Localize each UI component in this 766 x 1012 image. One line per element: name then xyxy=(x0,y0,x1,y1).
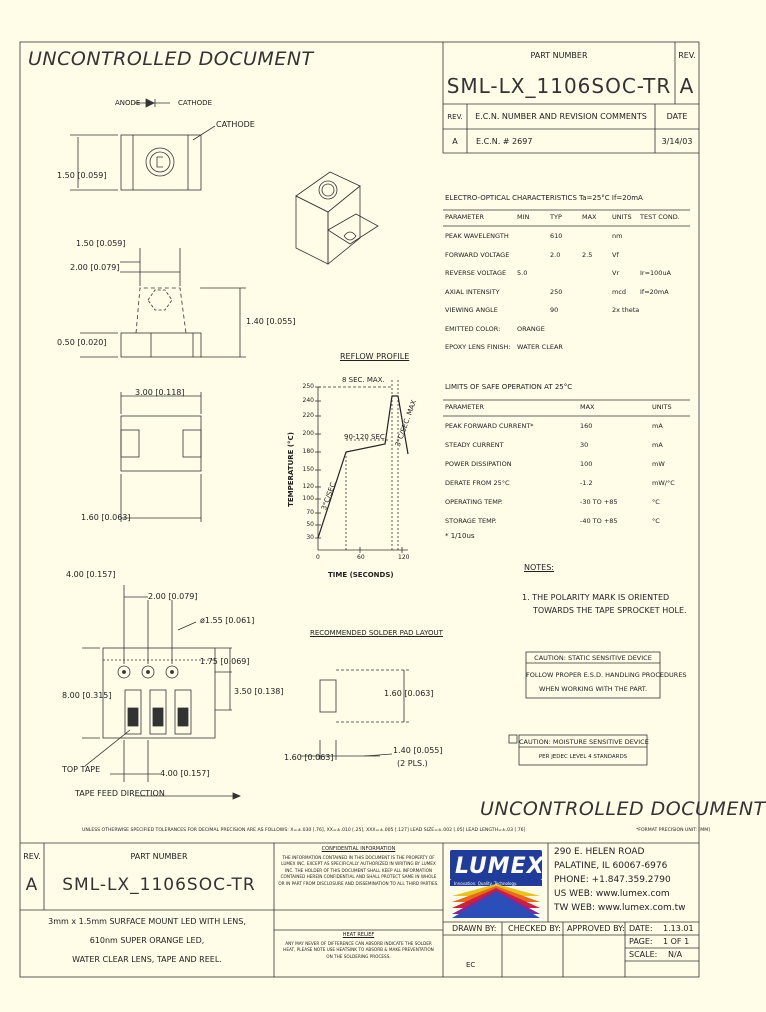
eo-cell: 5.0 xyxy=(517,269,528,277)
dim-3-50: 3.50 [0.138] xyxy=(234,687,284,696)
reflow-ytick: 120 xyxy=(302,483,314,490)
limits-cell: 100 xyxy=(580,460,593,468)
reflow-ytick: 100 xyxy=(302,495,314,502)
tb-heat-title: HEAT RELIEF xyxy=(342,932,375,938)
eo-header-cell: MIN xyxy=(517,213,530,221)
rev-table-row-date: 3/14/03 xyxy=(661,137,693,146)
reflow-ytick: 70 xyxy=(306,509,314,516)
reflow-note-soak: 90-120 SEC. xyxy=(344,433,387,441)
dim-0-50: 0.50 [0.020] xyxy=(57,338,107,347)
reflow-rise: 3°C/SEC. xyxy=(320,479,339,512)
tb-scale: N/A xyxy=(668,950,683,959)
eo-cell: PEAK WAVELENGTH xyxy=(445,232,509,240)
dim-2-00-b: 2.00 [0.079] xyxy=(148,592,198,601)
reflow-title: REFLOW PROFILE xyxy=(340,352,410,361)
lumex-logo-text: LUMEX xyxy=(455,854,545,879)
solder-dim-1-60-a: 1.60 [0.063] xyxy=(384,689,434,698)
tb-rev-label: REV. xyxy=(23,852,41,861)
cathode-callout: CATHODE xyxy=(216,120,255,129)
caution-static-line2: FOLLOW PROPER E.S.D. HANDLING PROCEDURES xyxy=(526,671,687,679)
rev-label: REV. xyxy=(678,51,696,60)
tb-approved-by-label: APPROVED BY: xyxy=(567,924,625,933)
tb-page: 1 OF 1 xyxy=(663,937,690,946)
reflow-ytick: 220 xyxy=(302,412,314,419)
limits-cell: POWER DISSIPATION xyxy=(445,460,512,468)
limits-cell: °C xyxy=(652,498,660,506)
tb-heat-text: ANY MAY NEVER OF DIFFERENCE CAN ABSORB INDICATE THE SOLDER HEAT, PLEASE NOTE USE HEATSINK TO ABSORB & MAKE PREVENTATION ON THE SOLDERING PROCESS. xyxy=(283,941,434,959)
uncontrolled-document-top: UNCONTROLLED DOCUMENT xyxy=(28,48,314,70)
limits-cell: -1.2 xyxy=(580,479,593,487)
eo-cell: 610 xyxy=(550,232,563,240)
eo-cell: EMITTED COLOR: xyxy=(445,324,501,333)
reflow-ylabel: TEMPERATURE (°C) xyxy=(286,432,295,507)
tb-addr2: PALATINE, IL 60067-6976 xyxy=(554,861,668,871)
eo-cell: mcd xyxy=(612,287,627,296)
limits-cell: -40 TO +85 xyxy=(580,517,618,525)
dim-3-00: 3.00 [0.118] xyxy=(135,388,185,397)
reflow-ytick: 250 xyxy=(302,383,314,390)
dim-4-00-b: 4.00 [0.157] xyxy=(160,769,210,778)
reflow-ytick: 150 xyxy=(302,466,314,473)
tb-addr1: 290 E. HELEN ROAD xyxy=(554,847,645,857)
limits-cell: STORAGE TEMP. xyxy=(445,517,497,525)
reflow-note-max: 8 SEC. MAX. xyxy=(342,376,385,384)
dim-4-00-a: 4.00 [0.157] xyxy=(66,570,116,579)
reflow-ytick: 180 xyxy=(302,448,314,455)
rev-table-col-rev: REV. xyxy=(447,113,463,121)
eo-cell: Ir=100uA xyxy=(640,269,672,277)
eo-table-title: ELECTRO-OPTICAL CHARACTERISTICS Ta=25°C If=20mA xyxy=(445,194,643,202)
dim-1-40: 1.40 [0.055] xyxy=(246,317,296,326)
tb-addr5: TW WEB: www.lumex.com.tw xyxy=(554,903,686,913)
limits-cell: mW xyxy=(652,460,665,468)
eo-cell: FORWARD VOLTAGE xyxy=(445,250,510,259)
tb-checked-by-label: CHECKED BY: xyxy=(508,924,561,933)
notes-title: NOTES: xyxy=(524,563,554,572)
eo-cell: 250 xyxy=(550,287,563,296)
tb-drawn-by: EC xyxy=(466,961,476,969)
tolerance-line: UNLESS OTHERWISE SPECIFIED TOLERANCES FOR DECIMAL PRECISION ARE AS FOLLOWS: X=±.030 [.76], XX=±.010 [.25], XXX=±.005 [.127] LEAD SIZE=±.002 [.05] LEAD LENGTH=±.03 [.76] xyxy=(82,828,526,833)
dim-2-00: 2.00 [0.079] xyxy=(70,263,120,272)
tb-conf-text: THE INFORMATION CONTAINED IN THIS DOCUMENT IS THE PROPERTY OF LUMEX INC. EXCEPT AS SPECIFICALLY AUTHORIZED IN WRITING BY LUMEX INC. THE HOLDER OF THIS DOCUMENT SHALL KEEP ALL INFORMATION CONTAINED HEREIN CONFIDENTIAL AND SHALL PROTECT SAME IN WHOLE OR IN PART FROM DISCLOSURE AND DISSEMINATION TO ALL THIRD PARTIES. xyxy=(278,855,439,886)
eo-cell: EPOXY LENS FINISH: xyxy=(445,343,511,351)
reflow-fall: 3°C/SEC. MAX xyxy=(393,398,419,448)
eo-cell: REVERSE VOLTAGE xyxy=(445,269,507,277)
tb-addr3: PHONE: +1.847.359.2790 xyxy=(554,875,671,885)
eo-header-cell: TEST COND. xyxy=(640,213,680,221)
caution-moisture-title: CAUTION: MOISTURE SENSITIVE DEVICE xyxy=(519,738,649,746)
cathode-label: CATHODE xyxy=(178,99,212,107)
eo-cell: nm xyxy=(612,232,623,240)
eo-cell: 2.5 xyxy=(582,250,593,259)
limits-cell: DERATE FROM 25°C xyxy=(445,479,510,487)
solder-dim-2pls: (2 PLS.) xyxy=(397,759,428,768)
rev-table-row-rev: A xyxy=(452,137,458,146)
top-tape-label: TOP TAPE xyxy=(62,765,101,774)
dim-1-50-b: 1.50 [0.059] xyxy=(76,239,126,248)
limits-cell: PEAK FORWARD CURRENT* xyxy=(445,422,534,430)
dim-8-00: 8.00 [0.315] xyxy=(62,691,112,700)
dim-phi-1-55: ø1.55 [0.061] xyxy=(200,616,255,625)
tb-part-number: SML-LX_1106SOC-TR xyxy=(62,875,256,895)
limits-cell: STEADY CURRENT xyxy=(445,441,504,449)
anode-label: ANODE xyxy=(115,99,141,107)
limits-header-cell: UNITS xyxy=(652,403,672,411)
eo-cell: ORANGE xyxy=(517,324,545,333)
reflow-ytick: 240 xyxy=(302,397,314,404)
dim-1-75: 1.75 [0.069] xyxy=(200,657,250,666)
tb-rev: A xyxy=(25,875,39,895)
lumex-logo-tagline: Innovation. Quality. Technology. xyxy=(454,881,518,886)
tolerance-right: *FORMAT PRECISION UNIT: [MM] xyxy=(636,828,710,833)
limits-cell: mA xyxy=(652,441,663,449)
reflow-ytick: 30 xyxy=(306,534,314,541)
limits-cell: 30 xyxy=(580,441,589,449)
rev-table-col-date: DATE xyxy=(666,112,688,121)
limits-header-cell: PARAMETER xyxy=(445,403,484,411)
eo-header-cell: MAX xyxy=(582,213,597,221)
tb-drawn-by-label: DRAWN BY: xyxy=(452,924,497,933)
dim-1-60: 1.60 [0.063] xyxy=(81,513,131,522)
tb-conf-title: CONFIDENTIAL INFORMATION xyxy=(321,846,396,852)
tb-date: 1.13.01 xyxy=(663,924,694,933)
tb-date-label: DATE: xyxy=(629,924,653,933)
limits-cell: 160 xyxy=(580,422,593,430)
eo-header-cell: TYP xyxy=(550,213,562,221)
notes-line2: TOWARDS THE TAPE SPROCKET HOLE. xyxy=(533,606,687,615)
eo-cell: VIEWING ANGLE xyxy=(445,306,498,314)
part-number: SML-LX_1106SOC-TR xyxy=(446,74,672,98)
reflow-ytick: 50 xyxy=(306,521,314,528)
eo-cell: AXIAL INTENSITY xyxy=(445,287,500,296)
reflow-xtick: 60 xyxy=(357,554,365,561)
eo-cell: If=20mA xyxy=(640,287,669,296)
limits-cell: °C xyxy=(652,517,660,525)
eo-cell: 90 xyxy=(550,306,559,314)
limits-cell: mW/°C xyxy=(652,479,675,487)
tb-page-label: PAGE: xyxy=(629,937,653,946)
caution-static-title: CAUTION: STATIC SENSITIVE DEVICE xyxy=(534,654,652,662)
limits-cell: mA xyxy=(652,422,663,430)
caution-moisture-line2: PER JEDEC LEVEL 4 STANDARDS xyxy=(538,754,628,760)
limits-header-cell: MAX xyxy=(580,403,595,411)
eo-cell: 2x theta xyxy=(612,306,640,314)
part-number-label: PART NUMBER xyxy=(530,51,588,60)
tb-part-label: PART NUMBER xyxy=(130,852,188,861)
reflow-ytick: 200 xyxy=(302,430,314,437)
reflow-xtick: 0 xyxy=(316,554,320,561)
solder-dim-1-60-b: 1.60 [0.063] xyxy=(284,753,334,762)
reflow-xlabel: TIME (SECONDS) xyxy=(328,571,394,579)
tb-desc2: 610nm SUPER ORANGE LED, xyxy=(89,936,205,945)
tb-addr4: US WEB: www.lumex.com xyxy=(554,889,670,899)
caution-static-line3: WHEN WORKING WITH THE PART. xyxy=(538,685,648,693)
reflow-xtick: 120 xyxy=(398,554,410,561)
solder-dim-1-40: 1.40 [0.055] xyxy=(393,746,443,755)
tb-desc1: 3mm x 1.5mm SURFACE MOUNT LED WITH LENS, xyxy=(48,917,246,926)
limits-title: LIMITS OF SAFE OPERATION AT 25°C xyxy=(445,383,573,391)
limits-footnote: * 1/10us xyxy=(445,532,475,540)
eo-header-cell: UNITS xyxy=(612,213,632,221)
eo-cell: Vr xyxy=(612,269,620,277)
notes-line1: 1. THE POLARITY MARK IS ORIENTED xyxy=(522,593,670,602)
dim-1-50-a: 1.50 [0.059] xyxy=(57,171,107,180)
eo-cell: 2.0 xyxy=(550,250,561,259)
eo-cell: WATER CLEAR xyxy=(517,343,563,351)
limits-cell: -30 TO +85 xyxy=(580,498,618,506)
tape-feed-direction: TAPE FEED DIRECTION xyxy=(75,789,165,798)
eo-header-cell: PARAMETER xyxy=(445,213,484,221)
tb-desc3: WATER CLEAR LENS, TAPE AND REEL. xyxy=(72,955,222,964)
tb-scale-label: SCALE: xyxy=(629,950,658,959)
rev-table-row-eco: E.C.N. # 2697 xyxy=(476,137,533,146)
uncontrolled-document-bottom: UNCONTROLLED DOCUMENT xyxy=(480,798,766,820)
rev-table-col-eco: E.C.N. NUMBER AND REVISION COMMENTS xyxy=(475,112,647,121)
rev-value: A xyxy=(679,74,695,98)
limits-cell: OPERATING TEMP. xyxy=(445,498,503,506)
eo-cell: Vf xyxy=(612,250,619,259)
solder-title: RECOMMENDED SOLDER PAD LAYOUT xyxy=(310,629,443,637)
